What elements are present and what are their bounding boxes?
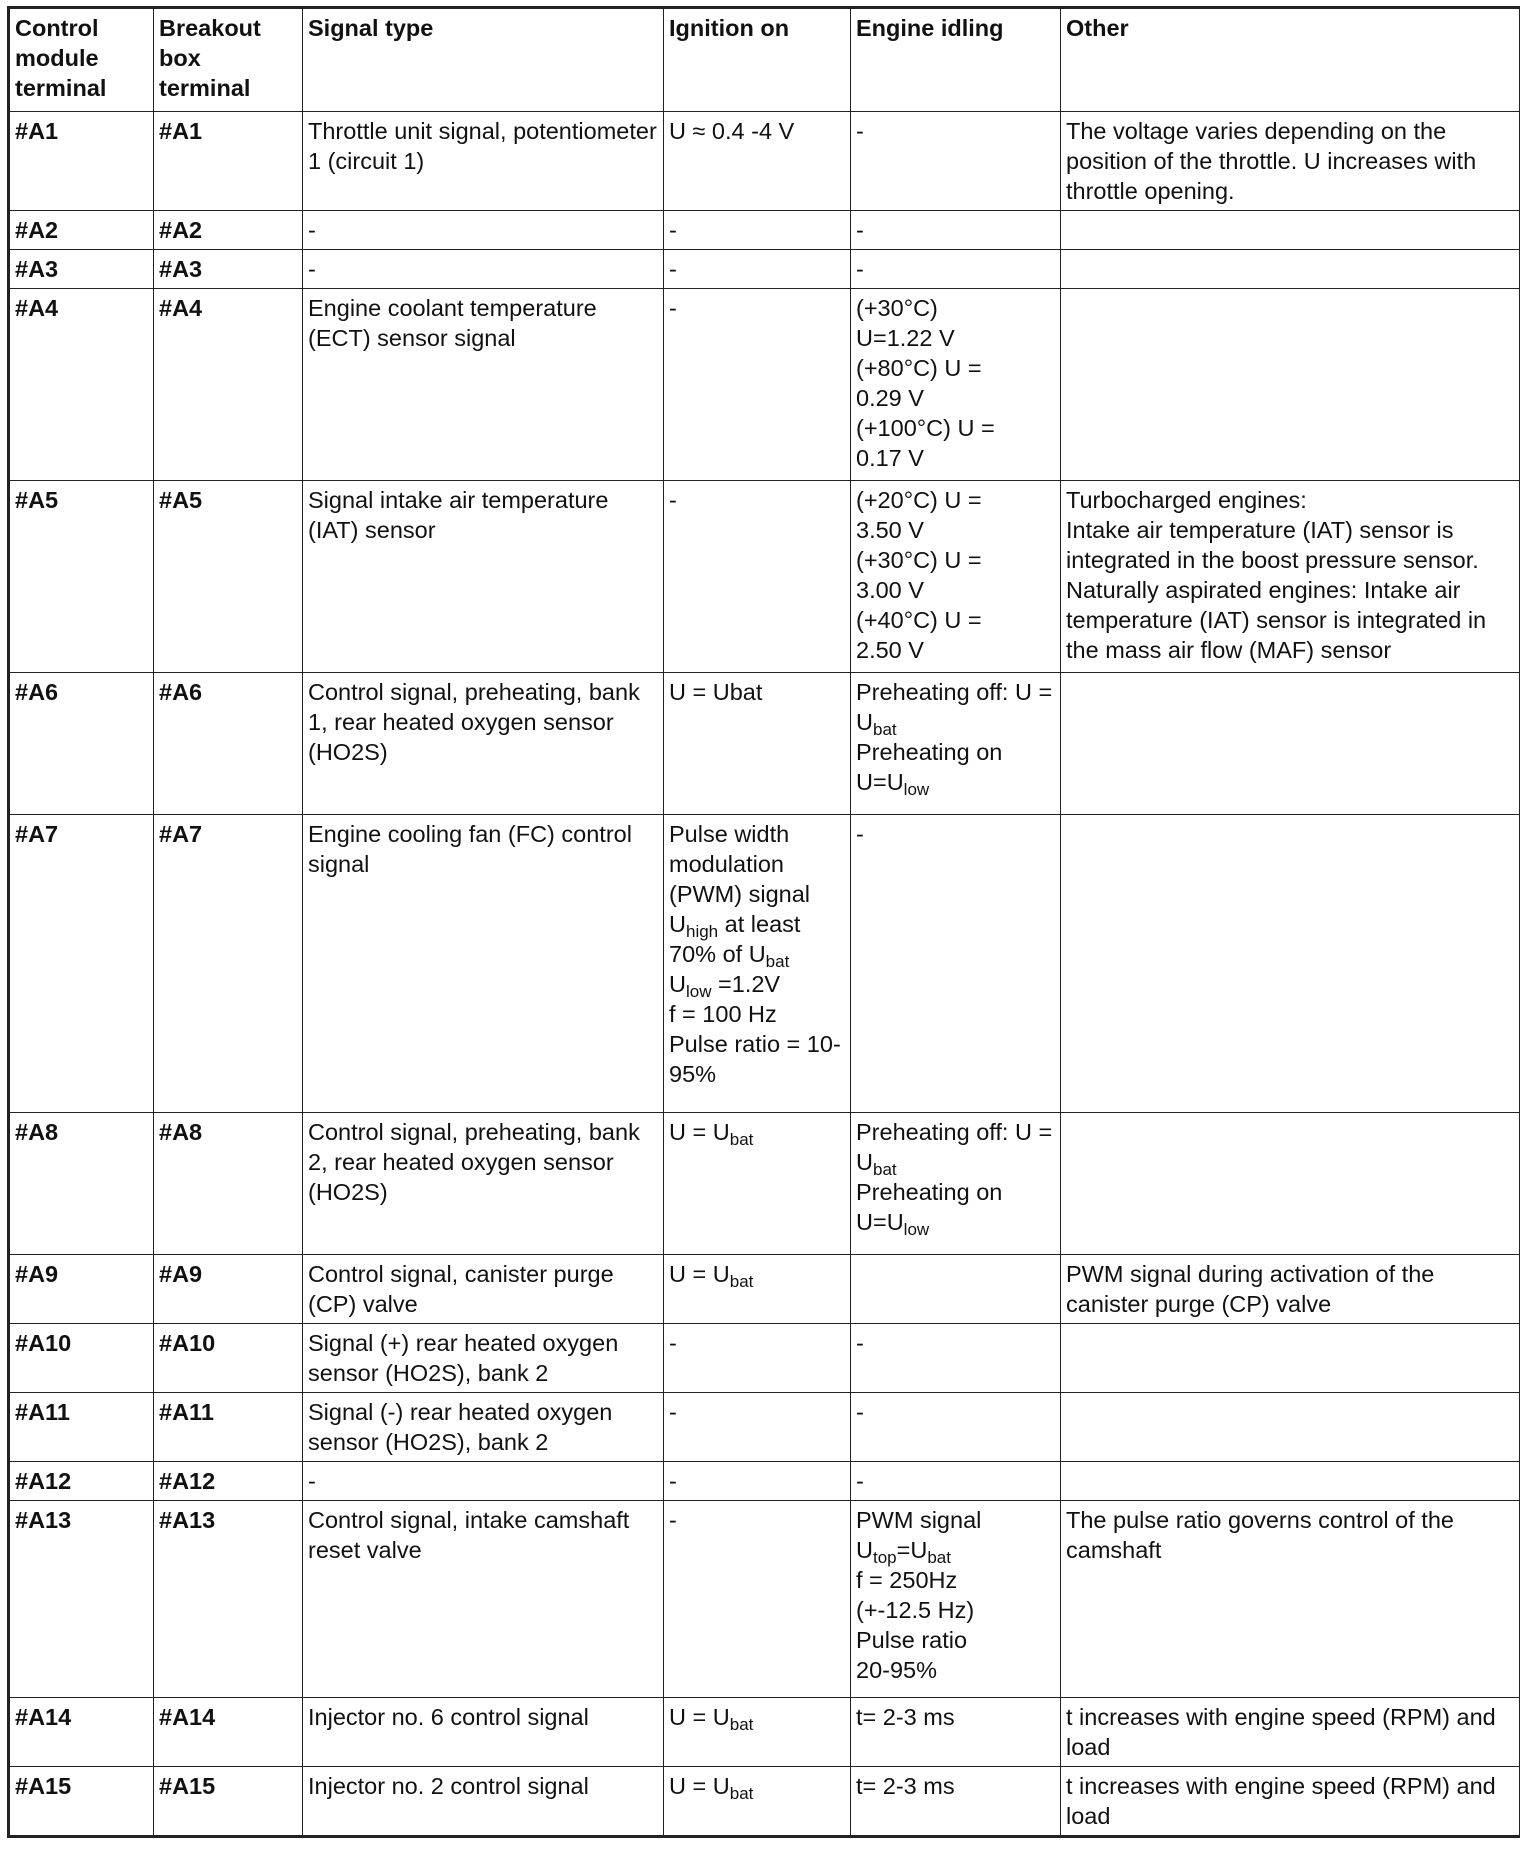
cm-terminal: #A11: [9, 1393, 154, 1462]
table-row-a15: [9, 1767, 1520, 1837]
ignition-on-value: -: [664, 289, 851, 481]
ignition-on-value: -: [664, 1501, 851, 1698]
signal-type: Injector no. 6 control signal: [303, 1698, 664, 1767]
terminal-table-container: [7, 6, 1520, 1838]
idle-line: (+20°C) U =: [856, 487, 982, 513]
other-note: [1061, 481, 1520, 673]
ignition-on-value: U = Ubat: [664, 673, 851, 815]
u-text: U = U: [669, 1119, 730, 1145]
table-row-a5: [9, 481, 1520, 673]
other-note: [1061, 673, 1520, 815]
table-row-a14: [9, 1698, 1520, 1767]
engine-idling-value: [851, 673, 1061, 815]
other-note: [1061, 1113, 1520, 1255]
table-row-a1: [9, 112, 1520, 211]
other-note: The voltage varies depending on the position of the throttle. U increases with throttle opening.: [1061, 112, 1520, 211]
preheat-off-text: Preheating off: U = U: [856, 1119, 1053, 1175]
table-row-a9: [9, 1255, 1520, 1324]
engine-idling-value: [851, 1113, 1061, 1255]
signal-type: Control signal, preheating, bank 1, rear heated oxygen sensor (HO2S): [303, 673, 664, 815]
ignition-on-value: [664, 1113, 851, 1255]
cm-terminal: #A9: [9, 1255, 154, 1324]
u-symbol: U: [856, 1537, 873, 1563]
other-note: t increases with engine speed (RPM) and load: [1061, 1698, 1520, 1767]
ignition-on-value: -: [664, 1393, 851, 1462]
other-note: [1061, 1393, 1520, 1462]
cm-terminal: #A13: [9, 1501, 154, 1698]
table-row-a3: [9, 250, 1520, 289]
u-low-text: =1.2V: [711, 971, 781, 997]
ignition-on-value: [664, 1767, 851, 1837]
cm-terminal: #A6: [9, 673, 154, 815]
bob-terminal: #A8: [154, 1113, 303, 1255]
other-line: Turbocharged engines:: [1066, 487, 1307, 513]
bob-terminal: #A2: [154, 211, 303, 250]
cm-terminal: #A14: [9, 1698, 154, 1767]
idle-line: 3.50 V: [856, 517, 924, 543]
bob-terminal: #A6: [154, 673, 303, 815]
idle-line: U=1.22 V: [856, 325, 955, 351]
preheat-on-text: Preheating on: [856, 739, 1003, 765]
other-note: t increases with engine speed (RPM) and load: [1061, 1767, 1520, 1837]
subscript: high: [685, 922, 719, 941]
bob-terminal: #A5: [154, 481, 303, 673]
subscript: bat: [729, 1272, 754, 1291]
pct-line: [669, 939, 845, 969]
signal-type: Control signal, preheating, bank 2, rear heated oxygen sensor (HO2S): [303, 1113, 664, 1255]
other-note: [1061, 211, 1520, 250]
header-control-module-terminal: Control module terminal: [9, 8, 154, 112]
table-row-a13: [9, 1501, 1520, 1698]
bob-terminal: #A12: [154, 1462, 303, 1501]
bob-terminal: #A7: [154, 815, 303, 1113]
signal-type: Throttle unit signal, potentiometer 1 (circuit 1): [303, 112, 664, 211]
engine-idling-value: [851, 1501, 1061, 1698]
subscript: bat: [765, 952, 790, 971]
bob-terminal: #A14: [154, 1698, 303, 1767]
engine-idling-value: -: [851, 1324, 1061, 1393]
ignition-on-value: [664, 815, 851, 1113]
ignition-on-value: -: [664, 211, 851, 250]
bob-terminal: #A11: [154, 1393, 303, 1462]
preheat-off-text: Preheating off: U = U: [856, 679, 1053, 735]
signal-type: Signal (+) rear heated oxygen sensor (HO2S), bank 2: [303, 1324, 664, 1393]
frequency-line: f = 250Hz: [856, 1567, 958, 1593]
engine-idling-value: -: [851, 250, 1061, 289]
idle-line: (+30°C): [856, 295, 938, 321]
ratio-value-line: 20-95%: [856, 1657, 937, 1683]
cm-terminal: #A15: [9, 1767, 154, 1837]
cm-terminal: #A5: [9, 481, 154, 673]
signal-type: Signal intake air temperature (IAT) sensor: [303, 481, 664, 673]
u-high-text: at least: [718, 911, 801, 937]
preheat-on-text: Preheating on: [856, 1179, 1003, 1205]
table-header-row: [9, 8, 1520, 112]
idle-line: (+100°C) U =: [856, 415, 995, 441]
engine-idling-value: [851, 481, 1061, 673]
bob-terminal: #A13: [154, 1501, 303, 1698]
terminal-signal-table: [7, 6, 1520, 1838]
idle-line: 0.17 V: [856, 445, 924, 471]
u-text: U = U: [669, 1704, 730, 1730]
cm-terminal: #A4: [9, 289, 154, 481]
subscript: bat: [729, 1784, 754, 1803]
idle-line: 0.29 V: [856, 385, 924, 411]
signal-type: -: [303, 1462, 664, 1501]
header-other: Other: [1061, 8, 1520, 112]
header-breakout-box-terminal: Breakout box terminal: [154, 8, 303, 112]
signal-type: -: [303, 211, 664, 250]
signal-type: Engine coolant temperature (ECT) sensor signal: [303, 289, 664, 481]
bob-terminal: #A4: [154, 289, 303, 481]
bob-terminal: #A3: [154, 250, 303, 289]
cm-terminal: #A10: [9, 1324, 154, 1393]
idle-line: 2.50 V: [856, 637, 924, 663]
subscript: bat: [729, 1715, 754, 1734]
preheat-on-value: U=U: [856, 1209, 904, 1235]
other-note: [1061, 289, 1520, 481]
other-note: [1061, 1324, 1520, 1393]
ignition-on-value: -: [664, 250, 851, 289]
table-row-a6: [9, 673, 1520, 815]
subscript: bat: [872, 1160, 897, 1179]
header-signal-type: Signal type: [303, 8, 664, 112]
subscript: bat: [927, 1548, 951, 1567]
idle-line: (+30°C) U =: [856, 547, 982, 573]
preheat-on-value: U=U: [856, 769, 904, 795]
idle-line: (+80°C) U =: [856, 355, 982, 381]
table-row-a10: [9, 1324, 1520, 1393]
subscript: bat: [872, 720, 897, 739]
subscript: bat: [729, 1130, 754, 1149]
pwm-line: PWM signal: [856, 1507, 982, 1533]
signal-type: Engine cooling fan (FC) control signal: [303, 815, 664, 1113]
table-row-a8: [9, 1113, 1520, 1255]
idle-line: (+40°C) U =: [856, 607, 982, 633]
cm-terminal: #A7: [9, 815, 154, 1113]
u-symbol: U: [669, 971, 686, 997]
signal-type: -: [303, 250, 664, 289]
ratio-line: Pulse ratio = 10-95%: [669, 1031, 841, 1087]
other-note: PWM signal during activation of the canister purge (CP) valve: [1061, 1255, 1520, 1324]
header-ignition-on: Ignition on: [664, 8, 851, 112]
ignition-on-value: -: [664, 481, 851, 673]
bob-terminal: #A9: [154, 1255, 303, 1324]
engine-idling-value: t= 2-3 ms: [851, 1767, 1061, 1837]
subscript: top: [872, 1548, 897, 1567]
engine-idling-value: -: [851, 1462, 1061, 1501]
ignition-on-value: [664, 1698, 851, 1767]
cm-terminal: #A8: [9, 1113, 154, 1255]
engine-idling-value: -: [851, 815, 1061, 1113]
cm-terminal: #A12: [9, 1462, 154, 1501]
engine-idling-value: t= 2-3 ms: [851, 1698, 1061, 1767]
tolerance-line: (+-12.5 Hz): [856, 1597, 975, 1623]
bob-terminal: #A10: [154, 1324, 303, 1393]
pct-text: 70% of U: [669, 941, 766, 967]
u-text: U = U: [669, 1773, 730, 1799]
cm-terminal: #A1: [9, 112, 154, 211]
bob-terminal: #A1: [154, 112, 303, 211]
signal-type: Control signal, canister purge (CP) valve: [303, 1255, 664, 1324]
engine-idling-value: [851, 1255, 1061, 1324]
frequency-line: f = 100 Hz: [669, 1001, 777, 1027]
idle-line: 3.00 V: [856, 577, 924, 603]
pwm-line: Pulse width modulation (PWM) signal: [669, 821, 811, 907]
subscript: low: [903, 1220, 930, 1239]
engine-idling-value: -: [851, 211, 1061, 250]
table-row-a4: [9, 289, 1520, 481]
engine-idling-value: -: [851, 1393, 1061, 1462]
engine-idling-value: -: [851, 112, 1061, 211]
ignition-on-value: -: [664, 1462, 851, 1501]
other-note: [1061, 1462, 1520, 1501]
other-line: Intake air temperature (IAT) sensor is integrated in the boost pressure sensor.: [1066, 517, 1479, 573]
signal-type: Signal (-) rear heated oxygen sensor (HO2S), bank 2: [303, 1393, 664, 1462]
header-engine-idling: Engine idling: [851, 8, 1061, 112]
signal-type: Injector no. 2 control signal: [303, 1767, 664, 1837]
u-text: U = U: [669, 1261, 730, 1287]
table-row-a2: [9, 211, 1520, 250]
ratio-line: Pulse ratio: [856, 1627, 968, 1653]
ignition-on-value: [664, 1255, 851, 1324]
subscript: low: [903, 780, 930, 799]
engine-idling-value: [851, 289, 1061, 481]
cm-terminal: #A3: [9, 250, 154, 289]
table-row-a7: [9, 815, 1520, 1113]
u-top-mid: =U: [896, 1537, 928, 1563]
u-symbol: U: [669, 911, 686, 937]
u-low-line: [669, 969, 845, 999]
ignition-on-value: -: [664, 1324, 851, 1393]
other-note: The pulse ratio governs control of the camshaft: [1061, 1501, 1520, 1698]
bob-terminal: #A15: [154, 1767, 303, 1837]
u-top-line: [856, 1535, 1055, 1565]
subscript: low: [685, 982, 712, 1001]
other-note: [1061, 815, 1520, 1113]
u-high-line: [669, 909, 845, 939]
ignition-on-value: U ≈ 0.4 -4 V: [664, 112, 851, 211]
cm-terminal: #A2: [9, 211, 154, 250]
table-row-a12: [9, 1462, 1520, 1501]
table-row-a11: [9, 1393, 1520, 1462]
other-line: Naturally aspirated engines: Intake air temperature (IAT) sensor is integrated in the mass air flow (MAF) sensor: [1066, 577, 1487, 663]
other-note: [1061, 250, 1520, 289]
signal-type: Control signal, intake camshaft reset valve: [303, 1501, 664, 1698]
